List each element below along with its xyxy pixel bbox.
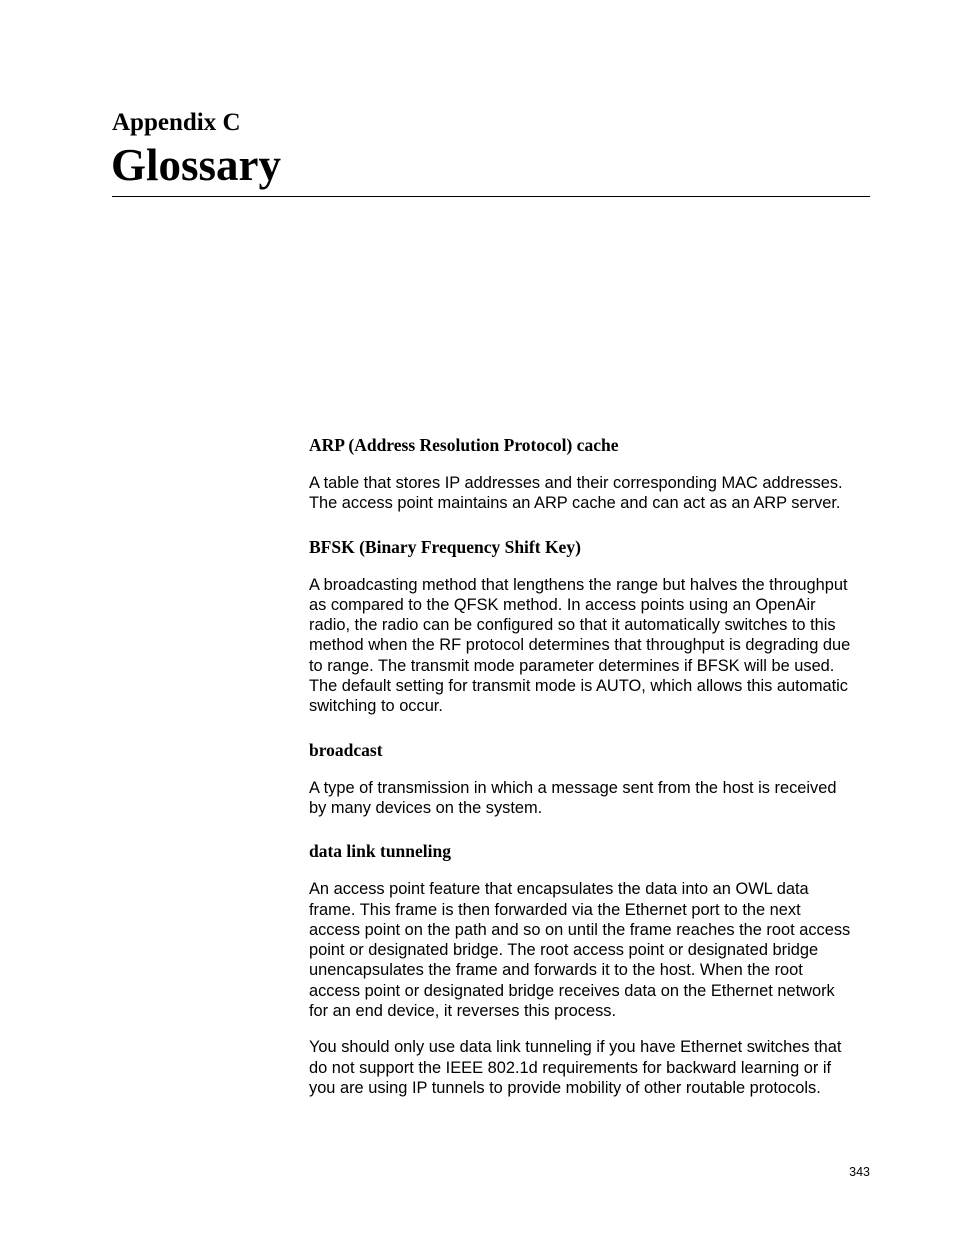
definition-line: radio, the radio can be configured so that it automatically switches to this: [309, 616, 836, 635]
glossary-term: broadcast: [309, 739, 383, 760]
definition-line: point or designated bridge. The root access point or designated bridge: [309, 941, 819, 960]
definition-line: you are using IP tunnels to provide mobility of other routable protocols.: [309, 1078, 821, 1097]
glossary-definition: [309, 778, 874, 819]
page-title: Glossary: [111, 140, 282, 190]
definition-line: A type of transmission in which a message sent from the host is received: [309, 778, 837, 797]
definition-line: unencapsulates the frame and forwards it to the host. When the root: [309, 961, 803, 980]
glossary-definition: [309, 879, 874, 1021]
definition-line: An access point feature that encapsulates the data into an OWL data: [309, 880, 809, 899]
glossary-term: BFSK (Binary Frequency Shift Key): [309, 536, 581, 557]
glossary-entry: [309, 433, 874, 514]
glossary-entry: [309, 738, 874, 819]
glossary-content: [309, 433, 874, 1119]
definition-line: The access point maintains an ARP cache and can act as an ARP server.: [309, 494, 841, 513]
definition-line: You should only use data link tunneling if you have Ethernet switches that: [309, 1038, 842, 1057]
glossary-term: data link tunneling: [309, 841, 451, 862]
glossary-entry: [309, 839, 874, 1098]
definition-line: method when the RF protocol determines that throughput is degrading due: [309, 636, 851, 655]
glossary-definition: [309, 1037, 874, 1098]
definition-line: as compared to the QFSK method. In access points using an OpenAir: [309, 595, 816, 614]
definition-line: access point on the path and so on until the frame reaches the root access: [309, 920, 851, 939]
page-number: 343: [849, 1165, 870, 1179]
glossary-definition: [309, 575, 874, 717]
definition-line: to range. The transmit mode parameter determines if BFSK will be used.: [309, 656, 835, 675]
definition-line: A broadcasting method that lengthens the range but halves the throughput: [309, 575, 848, 594]
glossary-definition: [309, 473, 874, 514]
glossary-term: ARP (Address Resolution Protocol) cache: [309, 435, 619, 455]
definition-line: access point or designated bridge receives data on the Ethernet network: [309, 981, 835, 1000]
definition-line: for an end device, it reverses this process.: [309, 1002, 617, 1021]
definition-line: A table that stores IP addresses and their corresponding MAC addresses.: [309, 474, 843, 492]
glossary-entry: [309, 535, 874, 717]
definition-line: switching to occur.: [309, 697, 443, 716]
appendix-label: Appendix C: [112, 109, 241, 136]
definition-line: The default setting for transmit mode is AUTO, which allows this automatic: [309, 677, 848, 696]
definition-line: do not support the IEEE 802.1d requirements for backward learning or if: [309, 1058, 832, 1077]
definition-line: by many devices on the system.: [309, 798, 543, 817]
title-divider: [112, 196, 870, 197]
definition-line: frame. This frame is then forwarded via the Ethernet port to the next: [309, 900, 801, 919]
